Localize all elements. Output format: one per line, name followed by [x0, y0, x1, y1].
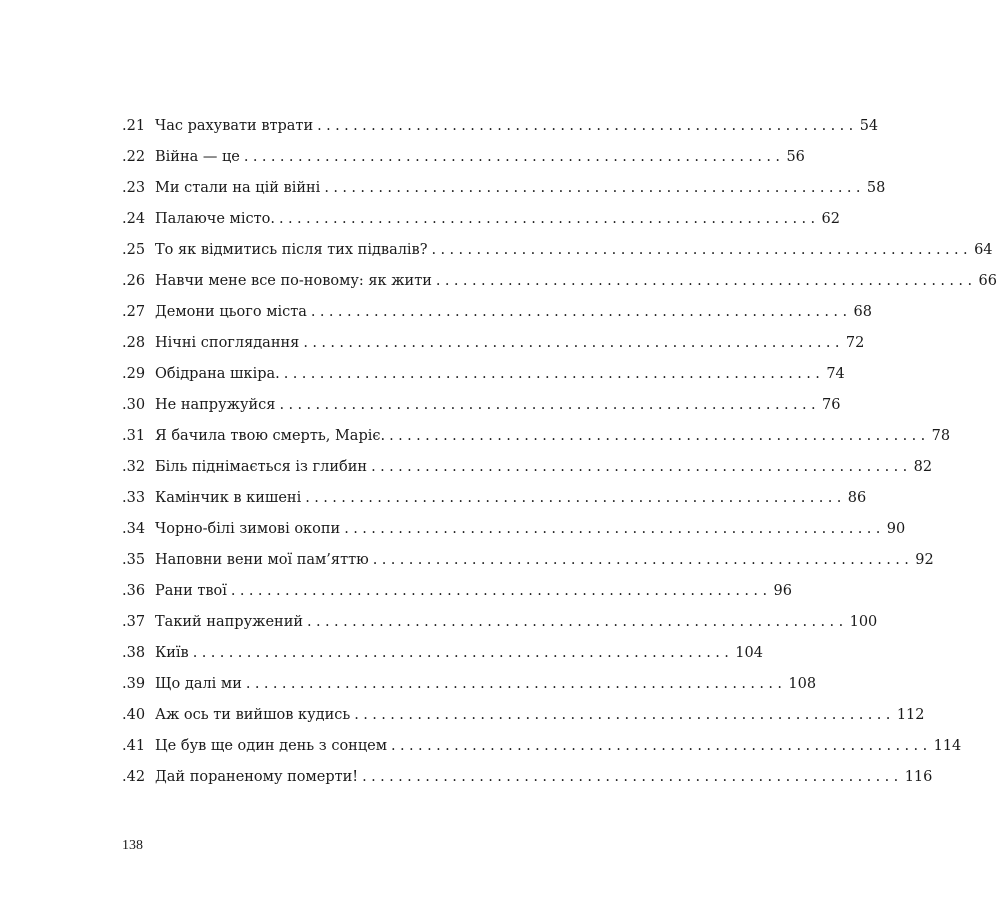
toc-entry-number: .26	[122, 273, 146, 289]
toc-entry-page: 64	[974, 242, 993, 258]
toc-entry-number: .34	[122, 521, 146, 537]
toc-entry	[122, 204, 840, 235]
toc-entry	[122, 328, 865, 359]
toc-entry-title: Ми стали на цій війні	[155, 180, 321, 196]
toc-entry	[122, 483, 867, 514]
toc-entry-page: 114	[933, 738, 962, 754]
toc-dot-leader: ............................................................	[230, 583, 772, 599]
toc-dot-leader: ............................................................	[431, 242, 973, 258]
toc-entry-number: .35	[122, 552, 146, 568]
toc-entry-title: Демони цього міста	[155, 304, 307, 320]
toc-entry	[122, 514, 906, 545]
toc-entry-number: .36	[122, 583, 146, 599]
toc-entry	[122, 266, 997, 297]
toc-entry-number: .38	[122, 645, 146, 661]
toc-entry-title: Наповни вени мої пам’яттю	[155, 552, 369, 568]
toc-entry-page: 76	[822, 397, 841, 413]
toc-entry-page: 62	[821, 211, 840, 227]
toc-entry	[122, 607, 878, 638]
toc-entry-title: Палаюче місто.	[155, 211, 275, 227]
toc-entry-number: .23	[122, 180, 146, 196]
toc-dot-leader: ............................................................	[245, 676, 787, 692]
toc-dot-leader: ............................................................	[317, 118, 858, 134]
toc-entry-title: Аж ось ти вийшов кудись	[155, 707, 351, 723]
toc-entry-title: Біль піднімається із глибин	[155, 459, 368, 475]
toc-entry-page: 90	[886, 521, 906, 537]
toc-entry-title: Нічні споглядання	[155, 335, 300, 351]
toc-entry-page: 100	[849, 614, 878, 630]
toc-dot-leader: ............................................................	[371, 459, 912, 475]
toc-dot-leader: ............................................................	[354, 707, 895, 723]
toc-entry	[122, 545, 934, 576]
toc-entry-title: Обідрана шкіра.	[155, 366, 280, 382]
toc-entry-page: 96	[773, 583, 792, 599]
toc-entry-page: 78	[931, 428, 951, 444]
toc-entry	[122, 421, 951, 452]
toc-dot-leader: ............................................................	[310, 304, 852, 320]
toc-entry-page: 74	[826, 366, 845, 382]
toc-dot-leader: ............................................................	[435, 273, 977, 289]
page-number: 138	[122, 838, 143, 853]
toc-entry-page: 116	[904, 769, 933, 785]
toc-entry-title: Це був ще один день з сонцем	[155, 738, 388, 754]
toc-entry-title: Що далі ми	[155, 676, 242, 692]
toc-dot-leader: ............................................................	[324, 180, 865, 196]
toc-entry-page: 72	[845, 335, 865, 351]
toc-dot-leader: ............................................................	[192, 645, 734, 661]
toc-entry-title: Чорно-білі зимові окопи	[155, 521, 341, 537]
toc-entry-page: 104	[735, 645, 763, 661]
toc-entry	[122, 390, 841, 421]
toc-entry-title: Дай пораненому померти!	[155, 769, 359, 785]
toc-entry	[122, 111, 879, 142]
toc-entry-page: 92	[915, 552, 934, 568]
toc-entry-title: Війна — це	[155, 149, 240, 165]
toc-dot-leader: ............................................................	[344, 521, 885, 537]
toc-entry-page: 68	[853, 304, 872, 320]
toc-entry-page: 108	[788, 676, 817, 692]
toc-entry-title: Я бачила твою смерть, Маріє.	[155, 428, 386, 444]
toc-entry-number: .41	[122, 738, 146, 754]
toc-entry-number: .32	[122, 459, 146, 475]
toc-entry-title: Час рахувати втрати	[155, 118, 314, 134]
toc-entry-page: 56	[786, 149, 805, 165]
toc-entry-title: Рани твої	[155, 583, 227, 599]
toc-entry	[122, 576, 792, 607]
toc-entry	[122, 638, 763, 669]
toc-entry-number: .37	[122, 614, 146, 630]
toc-entry	[122, 762, 933, 793]
toc-entry-title: Такий напружений	[155, 614, 304, 630]
toc-entry-title: То як відмитись після тих підвалів?	[155, 242, 428, 258]
toc-dot-leader: ............................................................	[305, 490, 846, 506]
toc-entry-number: .40	[122, 707, 146, 723]
toc-entry-number: .27	[122, 304, 146, 320]
toc-entry-number: .21	[122, 118, 146, 134]
toc-entry-number: .25	[122, 242, 146, 258]
toc-entry-number: .42	[122, 769, 146, 785]
toc-dot-leader: ............................................................	[303, 335, 844, 351]
toc-entry-title: Навчи мене все по-новому: як жити	[155, 273, 432, 289]
toc-entry-page: 66	[978, 273, 997, 289]
toc-entry-page: 82	[913, 459, 933, 475]
toc-entry	[122, 173, 886, 204]
toc-entry-page: 112	[896, 707, 925, 723]
toc-dot-leader: ............................................................	[372, 552, 914, 568]
toc-entry-number: .30	[122, 397, 146, 413]
toc-dot-leader: ............................................................	[307, 614, 848, 630]
toc-entry-page: 86	[847, 490, 867, 506]
toc-entry-title: Київ	[155, 645, 189, 661]
toc-dot-leader: ............................................................	[279, 397, 820, 413]
toc-entry	[122, 235, 993, 266]
toc-dot-leader: ............................................................	[391, 738, 932, 754]
toc-entry-page: 58	[866, 180, 886, 196]
toc-dot-leader: ............................................................	[389, 428, 930, 444]
toc-dot-leader: ............................................................	[278, 211, 820, 227]
toc-entry-page: 54	[859, 118, 879, 134]
toc-entry	[122, 452, 933, 483]
toc-entry	[122, 731, 962, 762]
toc-entry-number: .28	[122, 335, 146, 351]
toc-entry-title: Не напружуйся	[155, 397, 276, 413]
table-of-contents	[122, 111, 997, 793]
toc-dot-leader: ............................................................	[362, 769, 903, 785]
toc-entry-title: Камінчик в кишені	[155, 490, 302, 506]
toc-dot-leader: ............................................................	[243, 149, 785, 165]
toc-entry	[122, 359, 845, 390]
toc-entry-number: .22	[122, 149, 146, 165]
toc-entry-number: .29	[122, 366, 146, 382]
toc-entry-number: .31	[122, 428, 146, 444]
toc-entry	[122, 700, 925, 731]
toc-entry-number: .24	[122, 211, 146, 227]
toc-entry-number: .39	[122, 676, 146, 692]
toc-entry	[122, 142, 805, 173]
toc-entry	[122, 669, 817, 700]
toc-dot-leader: ............................................................	[283, 366, 825, 382]
toc-entry	[122, 297, 872, 328]
toc-entry-number: .33	[122, 490, 146, 506]
